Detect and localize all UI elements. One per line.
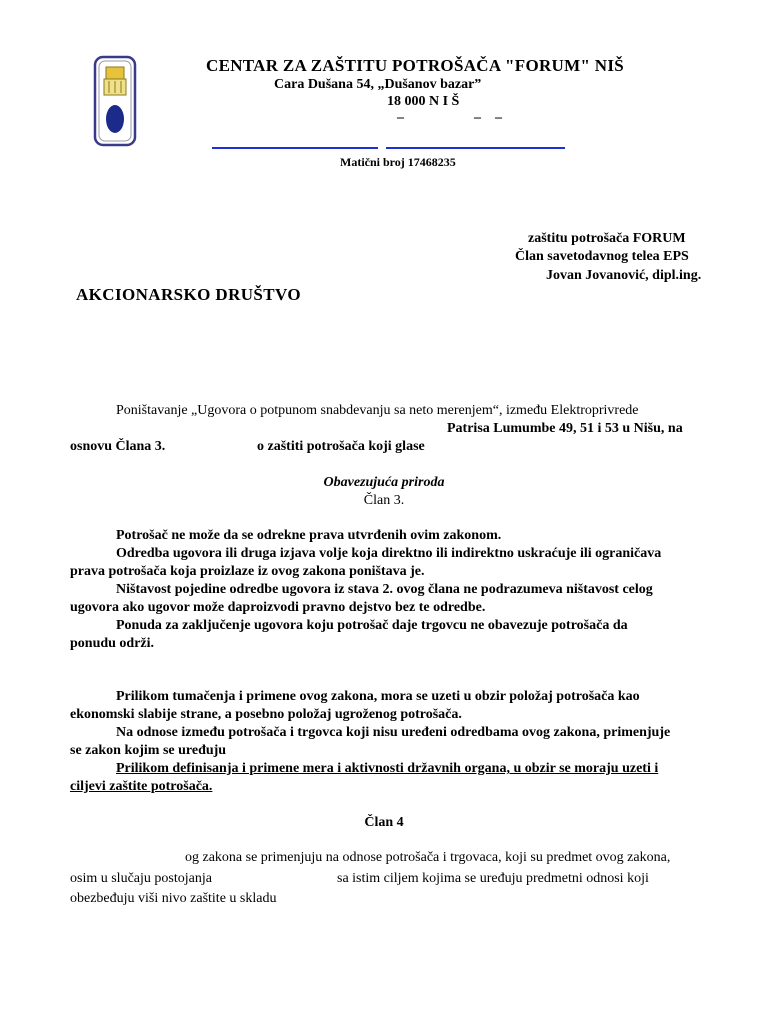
article-3-p4a: Ponuda za zaključenje ugovora koju potrošač daje trgovcu ne obavezuje potrošača da xyxy=(116,618,628,633)
recipient-line-2: Član savetodavnog telea EPS xyxy=(515,249,689,264)
intro-line-3b: o zaštiti potrošača koji glase xyxy=(257,439,425,454)
contact-link-line-2 xyxy=(386,147,565,149)
article-3-p6b: se zakon kojim se uređuju xyxy=(70,743,227,758)
article-3-p3b: ugovora ako ugovor može daproizvodi pravno dejstvo bez te odredbe. xyxy=(70,600,486,615)
article-3-p5b: ekonomski slabije strane, a posebno položaj ugroženog potrošača. xyxy=(70,707,462,722)
article-3-p2a: Odredba ugovora ili druga izjava volje koja direktno ili indirektno uskraćuje ili ograničava xyxy=(116,546,662,561)
article-4-line-1: og zakona se primenjuju na odnose potrošača i trgovaca, koji su predmet ovog zakona, xyxy=(185,850,671,865)
article-4-line-3: obezbeđuju viši nivo zaštite u skladu xyxy=(70,891,277,906)
article-3-p4b: ponudu održi. xyxy=(70,636,155,651)
contact-link-line-1 xyxy=(212,147,378,149)
article-3-p6a: Na odnose između potrošača i trgovca koji nisu uređeni odredbama ovog zakona, primenjuje xyxy=(116,725,671,740)
intro-line-2: Patrisa Lumumbe 49, 51 i 53 u Nišu, na xyxy=(447,421,683,436)
intro-line-1: Poništavanje „Ugovora o potpunom snabdevanju sa neto merenjem“, između Elektroprivrede xyxy=(116,403,639,418)
recipient-line-3: Jovan Jovanović, dipl.ing. xyxy=(546,268,702,283)
article-3-p1: Potrošač ne može da se odrekne prava utvrđenih ovim zakonom. xyxy=(116,528,502,543)
article-3-p3a: Ništavost pojedine odredbe ugovora iz stava 2. ovog člana ne podrazumeva ništavost celog xyxy=(116,582,653,597)
article-3-p7a: Prilikom definisanja i primene mera i aktivnosti državnih organa, u obzir se moraju uzeti i xyxy=(116,761,659,776)
forum-logo xyxy=(93,55,137,147)
article-4-line-2a: osim u slučaju postojanja xyxy=(70,871,212,886)
registration-number: Matični broj 17468235 xyxy=(340,155,456,169)
organization-name: CENTAR ZA ZAŠTITU POTROŠAČA "FORUM" NIŠ xyxy=(206,56,625,75)
recipient-line-1: zaštitu potrošača FORUM xyxy=(528,231,686,246)
intro-line-3a: osnovu Člana 3. xyxy=(70,439,166,454)
article-3-subtitle: Obavezujuća priroda xyxy=(323,475,445,490)
address-line-1: Cara Dušana 54, „Dušanov bazar” xyxy=(274,77,482,92)
article-3-p2b: prava potrošača koja proizlaze iz ovog zakona poništava je. xyxy=(70,564,425,579)
address-dashes: – – – xyxy=(397,110,502,125)
article-4-title: Član 4 xyxy=(364,815,404,830)
article-3-p7b: ciljevi zaštite potrošača. xyxy=(70,779,213,794)
company-heading: AKCIONARSKO DRUŠTVO xyxy=(76,285,301,304)
article-4-line-2b: sa istim ciljem kojima se uređuju predmetni odnosi koji xyxy=(337,871,649,886)
article-3-p5a: Prilikom tumačenja i primene ovog zakona, mora se uzeti u obzir položaj potrošača kao xyxy=(116,689,640,704)
article-3-title: Član 3. xyxy=(363,493,405,508)
address-line-2: 18 000 N I Š xyxy=(387,94,460,109)
